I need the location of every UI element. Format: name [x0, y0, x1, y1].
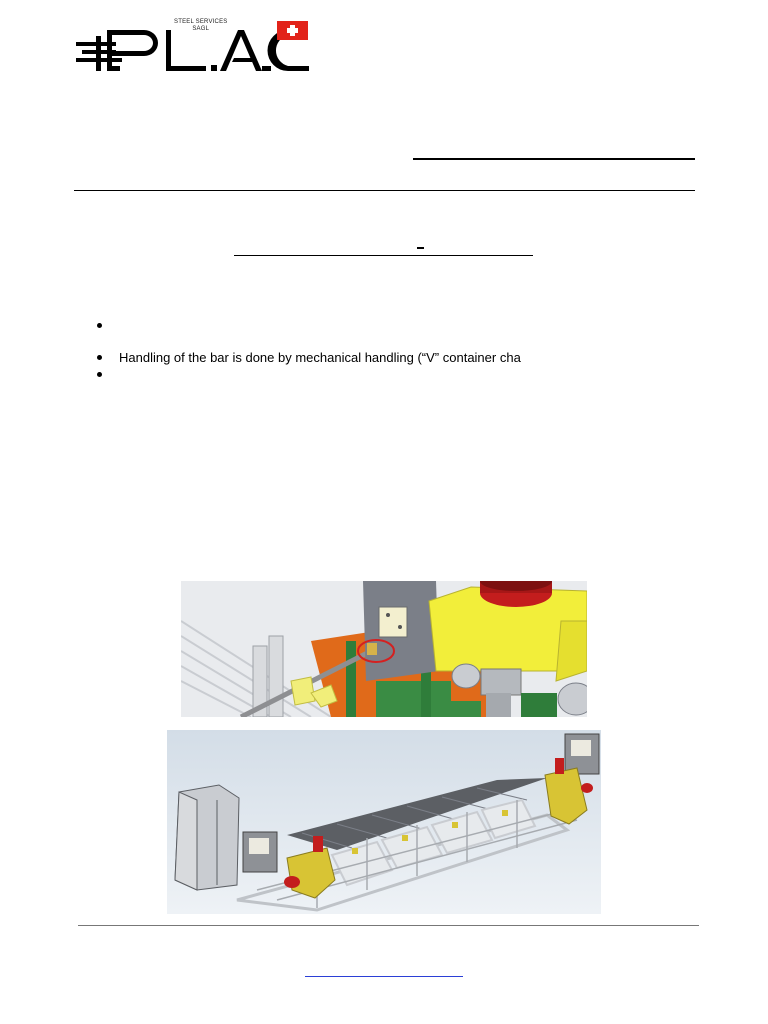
tagline-line2: SAGL: [192, 26, 210, 32]
logo-tagline: [174, 19, 228, 33]
bullet-dot: [97, 355, 102, 360]
company-logo: [74, 16, 314, 76]
title-dash: [417, 247, 424, 249]
cutting-station-image: [181, 581, 587, 717]
footer-divider: [78, 925, 699, 926]
bullet-dot: [97, 323, 102, 328]
bullet-dot: [97, 372, 102, 377]
header-divider-short: [413, 158, 695, 160]
list-item-text: Handling of the bar is done by mechanical handling (“V” container cha: [119, 350, 521, 365]
transfer-line-image: [167, 730, 601, 914]
footer-link-underline[interactable]: [305, 976, 463, 977]
tagline-line1: STEEL SERVICES: [174, 19, 228, 25]
title-underline: [234, 255, 533, 256]
swiss-flag-icon: [277, 21, 308, 40]
header-divider: [74, 190, 695, 191]
